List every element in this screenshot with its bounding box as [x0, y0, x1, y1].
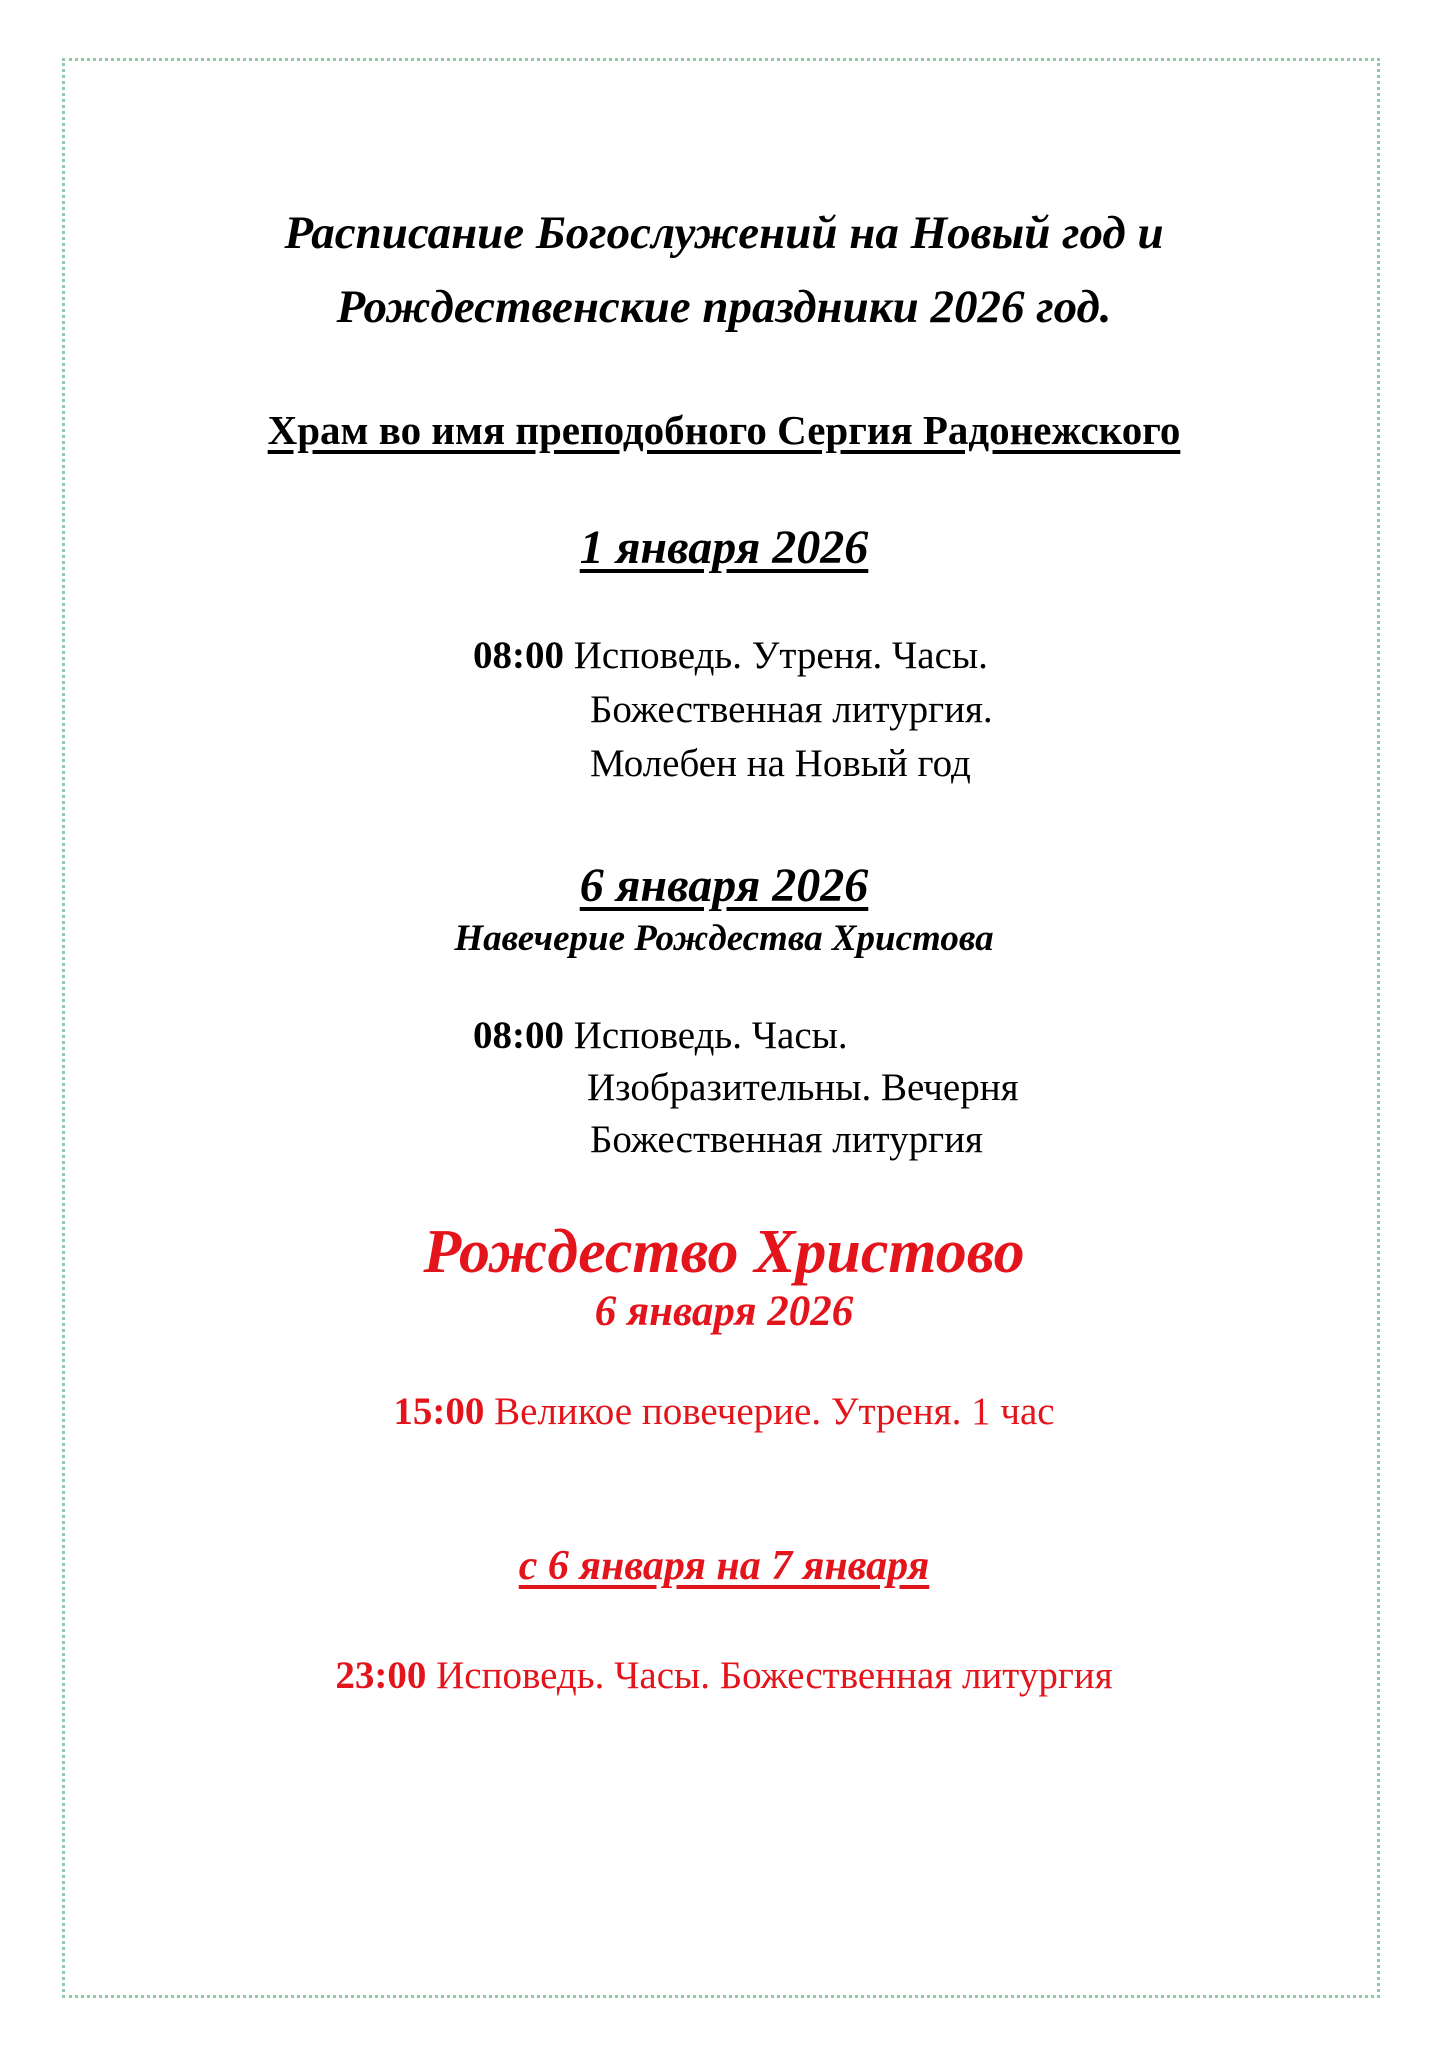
- service-time: 23:00: [335, 1654, 427, 1697]
- service-line-3: Молебен на Новый год: [590, 742, 971, 785]
- service-time: 08:00: [473, 634, 564, 677]
- feast-title: Рождество Христово: [423, 1218, 1025, 1286]
- night-heading: с 6 января на 7 января: [518, 1543, 930, 1589]
- service-line-1: Исповедь. Утреня. Часы.: [573, 634, 988, 677]
- service-line-2: Божественная литургия.: [590, 688, 993, 731]
- service-time: 08:00: [473, 1014, 564, 1057]
- title-line-2: Рождественские праздники 2026 год.: [336, 281, 1112, 333]
- service-night: [0, 1650, 1448, 1702]
- title-line-1: Расписание Богослужений на Новый год и: [284, 207, 1164, 259]
- eve-subtitle: Навечерие Рождества Христова: [454, 918, 994, 959]
- service-time: 15:00: [393, 1390, 485, 1433]
- date-heading-jan6: 6 января 2026: [579, 859, 869, 912]
- church-name: Храм во имя преподобного Сергия Радонежского: [267, 407, 1181, 453]
- service-line-3: Божественная литургия: [590, 1118, 983, 1161]
- date-heading-jan1: 1 января 2026: [579, 521, 869, 574]
- service-nativity: [0, 1386, 1448, 1438]
- service-description: Исповедь. Часы. Божественная литургия: [436, 1654, 1113, 1697]
- service-line-2: Изобразительны. Вечерня: [587, 1066, 1019, 1109]
- feast-date: 6 января 2026: [594, 1288, 854, 1335]
- service-description: Великое повечерие. Утреня. 1 час: [494, 1390, 1055, 1433]
- service-line-1: Исповедь. Часы.: [573, 1014, 848, 1057]
- document-title: [0, 196, 1448, 344]
